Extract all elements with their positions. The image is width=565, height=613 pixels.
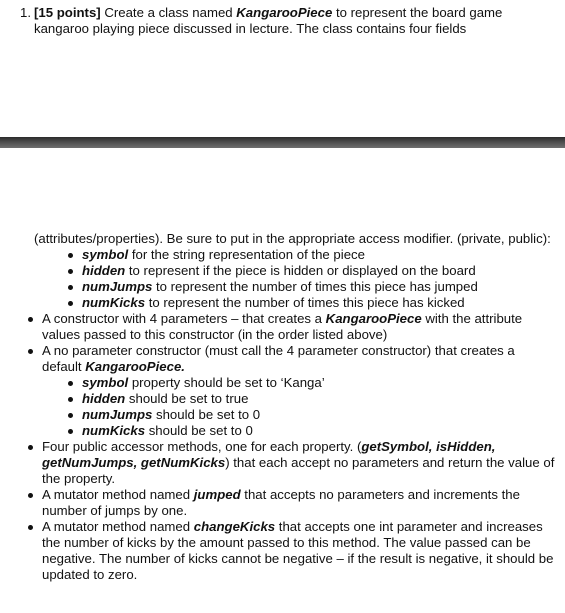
field-name: hidden bbox=[82, 391, 126, 406]
field-name: numKicks bbox=[82, 423, 146, 438]
list-item bbox=[42, 407, 555, 423]
class-name: KangarooPiece. bbox=[85, 359, 185, 374]
page-divider bbox=[0, 137, 565, 148]
req-text: A constructor with 4 parameters – that creates a bbox=[42, 311, 326, 326]
list-item bbox=[20, 279, 555, 295]
question-points: [15 points] bbox=[34, 5, 101, 20]
question-intro bbox=[34, 5, 540, 37]
defaults-list bbox=[42, 375, 555, 439]
field-name: numKicks bbox=[82, 295, 146, 310]
req-text: Four public accessor methods, one for each property. ( bbox=[42, 439, 362, 454]
req-text: that accepts no parameters and increments the number of jumps by one. bbox=[42, 487, 520, 518]
field-list bbox=[20, 247, 555, 311]
list-item bbox=[20, 311, 555, 343]
method-name: jumped bbox=[193, 487, 241, 502]
class-name: KangarooPiece bbox=[236, 5, 333, 20]
requirements-list bbox=[20, 311, 555, 583]
list-item bbox=[42, 375, 555, 391]
intro-text-b: to represent the board game kangaroo playing piece discussed in lecture. The class contains four fields bbox=[34, 5, 503, 36]
req-text: with the attribute values passed to this constructor (in the order listed above) bbox=[42, 311, 523, 342]
question-body bbox=[20, 231, 555, 583]
req-text: that accepts one int parameter and increases the number of kicks by the amount passed to this method. The value passed can be negative. The number of kicks cannot be negative – if the result is negative, it should be updated to zero. bbox=[42, 519, 554, 582]
list-item bbox=[20, 247, 555, 263]
field-name: numJumps bbox=[82, 407, 153, 422]
field-name: symbol bbox=[82, 375, 129, 390]
field-desc: should be set to 0 bbox=[145, 423, 253, 438]
field-desc: property should be set to ‘Kanga’ bbox=[128, 375, 325, 390]
field-name: numJumps bbox=[82, 279, 153, 294]
field-desc: to represent if the piece is hidden or displayed on the board bbox=[125, 263, 476, 278]
field-name: symbol bbox=[82, 247, 129, 262]
list-item bbox=[42, 391, 555, 407]
list-item bbox=[20, 263, 555, 279]
continuation-text: (attributes/properties). Be sure to put in the appropriate access modifier. (private, public): bbox=[34, 231, 551, 246]
class-name: KangarooPiece bbox=[325, 311, 422, 326]
req-text: A mutator method named bbox=[42, 519, 194, 534]
method-name: changeKicks bbox=[193, 519, 276, 534]
question-header bbox=[20, 5, 540, 37]
field-desc: should be set to true bbox=[125, 391, 249, 406]
field-desc: for the string representation of the piece bbox=[128, 247, 365, 262]
req-text: ) that each accept no parameters and return the value of the property. bbox=[42, 455, 555, 486]
req-text: A mutator method named bbox=[42, 487, 194, 502]
field-name: hidden bbox=[82, 263, 126, 278]
list-item bbox=[20, 487, 555, 519]
list-item bbox=[42, 423, 555, 439]
list-item bbox=[20, 439, 555, 487]
field-desc: to represent the number of times this piece has kicked bbox=[145, 295, 465, 310]
field-desc: should be set to 0 bbox=[152, 407, 261, 422]
question-number: 1. bbox=[20, 5, 31, 20]
method-names: getSymbol, isHidden, getNumJumps, getNumKicks bbox=[42, 439, 496, 470]
intro-text-a: Create a class named bbox=[100, 5, 237, 20]
field-desc: to represent the number of times this piece has jumped bbox=[152, 279, 478, 294]
list-item bbox=[20, 519, 555, 583]
list-item bbox=[20, 343, 555, 439]
list-item bbox=[20, 295, 555, 311]
req-text: A no parameter constructor (must call the 4 parameter constructor) that creates a default bbox=[42, 343, 515, 374]
